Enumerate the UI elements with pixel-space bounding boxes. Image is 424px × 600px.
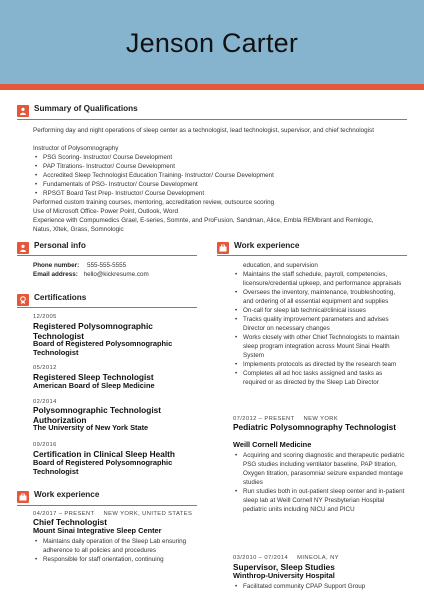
job-location: NEW YORK (303, 416, 339, 422)
section-title: Certifications (34, 293, 87, 302)
summary-line: Experience with Compumedics Grael, E-series, Somnte, and ProFusion, Sandman, Alice, Embla REMbrant and Remlogic, (33, 217, 374, 224)
job-employer: Weill Cornell Medicine (233, 440, 312, 449)
award-icon (17, 294, 29, 306)
job-employer: Winthrop-University Hospital (233, 571, 335, 580)
cert-org: Board of Registered Polysomnographic Technologist (33, 339, 173, 357)
summary-list (33, 153, 393, 198)
list-item: • Responsible for staff orientation, continuing (33, 555, 203, 564)
list-item: • Accredited Sleep Technologist Education Training- Instructor/ Course Development (33, 171, 393, 180)
phone-value: 555-555-5555 (86, 262, 127, 269)
job-bullets (233, 582, 403, 591)
job-location: MINEOLA, NY (297, 555, 339, 561)
work-section-header-right (217, 242, 407, 256)
personal-section-header (17, 242, 197, 256)
cert-name: Polysomnographic Technologist Authorization (33, 405, 161, 425)
email-row (33, 270, 203, 279)
list-item: • Completes all ad hoc tasks assigned and tasks as required or as directed by the Sleep Lab Director (233, 369, 403, 387)
cert-name: Registered Sleep Technologist (33, 372, 154, 382)
summary-section-header (17, 105, 407, 119)
job-role: Supervisor, Sleep Studies (233, 562, 335, 572)
job-employer: Mount Sinai Integrative Sleep Center (33, 526, 162, 535)
cert-name: Registered Polysomnographic Technologist (33, 321, 153, 341)
cert-org: American Board of Sleep Medicine (33, 381, 155, 390)
list-item: • Works closely with other Chief Technologists to maintain sleep program integration across Mount Sinai Health System (233, 333, 403, 360)
list-item: • RPSGT Board Test Prep- Instructor/ Course Development (33, 189, 393, 198)
briefcase-icon (217, 242, 229, 254)
job-location: NEW YORK, UNITED STATES (103, 511, 193, 517)
list-item: • Acquiring and scoring diagnostic and therapeutic pediatric PSG studies including ventilator baseline, PAP titration, Oxygen titration, parasomnia/ seizure expanded montage studies (233, 451, 405, 487)
person-icon (17, 105, 29, 117)
phone-row (33, 261, 203, 270)
email-value[interactable]: hello@kickresume.com (83, 271, 149, 278)
job-date-location (233, 555, 339, 561)
section-title: Work experience (34, 490, 100, 499)
cert-org: The University of New York State (33, 423, 149, 432)
divider (17, 119, 407, 120)
cert-date: 02/2014 (33, 399, 57, 405)
summary-line: Use of Microsoft Office- Power Point, Outlook, Word (33, 208, 178, 215)
cert-date: 05/2012 (33, 365, 57, 371)
list-item: • PAP Titrations- Instructor/ Course Development (33, 162, 393, 171)
section-title: Personal info (34, 241, 86, 250)
job-date: 04/2017 – PRESENT (33, 511, 95, 517)
list-item: • Facilitated community CPAP Support Group (233, 582, 403, 591)
cert-name: Certification in Clinical Sleep Health (33, 449, 175, 459)
cert-org: Board of Registered Polysomnographic Technologist (33, 458, 173, 476)
email-label: Email address: (33, 271, 78, 278)
job-bullets (33, 537, 203, 564)
divider (17, 505, 197, 506)
divider (17, 307, 197, 308)
job-role: Chief Technologist (33, 517, 108, 527)
list-item: • PSG Scoring- Instructor/ Course Development (33, 153, 393, 162)
summary-line: Performed custom training courses, mentoring, accreditation review, outsource scoring (33, 199, 275, 206)
person-icon (17, 242, 29, 254)
summary-instructor: Instructor of Polysomnography (33, 145, 119, 152)
list-item: • On-call for sleep lab technical/clinical issues (233, 306, 403, 315)
list-item: • Maintains the staff schedule, payroll, competencies, licensure/credential upkeep, and performance appraisals (233, 270, 403, 288)
job-continued-text: education, and supervision (243, 262, 318, 269)
job-bullets (233, 270, 403, 387)
job-date: 03/2010 – 07/2014 (233, 555, 289, 561)
header-accent-bar (0, 84, 424, 90)
list-item: • Oversees the inventory, maintenance, troubleshooting, and ordering of all essential equipment and supplies (233, 288, 403, 306)
candidate-name: Jenson Carter (125, 28, 299, 58)
job-date: 07/2012 – PRESENT (233, 416, 295, 422)
divider (17, 255, 197, 256)
section-title: Work experience (234, 241, 300, 250)
list-item: • Run studies both in out-patient sleep center and in-patient sleep lab at Weill Cornell NY Presbyterian Hospital pediatric units including NICU and PICU (233, 487, 405, 514)
job-role: Pediatric Polysomnography Technologist (233, 422, 397, 432)
phone-label: Phone number: (33, 262, 80, 269)
list-item: • Fundamentals of PSG- Instructor/ Course Development (33, 180, 393, 189)
certifications-section-header (17, 294, 197, 308)
work-section-header (17, 491, 197, 505)
list-item: • Implements protocols as directed by the research team (233, 360, 403, 369)
job-bullets (233, 451, 405, 514)
cert-date: 09/2016 (33, 442, 57, 448)
briefcase-icon (17, 491, 29, 503)
list-item: • Maintains daily operation of the Sleep Lab ensuring adherence to all policies and procedures (33, 537, 203, 555)
summary-intro: Performing day and night operations of sleep center as a technologist, lead technologist, supervisor, and chief technologist (33, 127, 374, 134)
header (0, 0, 424, 84)
summary-line: Natus, Xltek, Grass, Somnologic (33, 226, 124, 233)
section-title: Summary of Qualifications (34, 104, 138, 113)
divider (217, 255, 407, 256)
cert-date: 12/2005 (33, 314, 57, 320)
list-item: • Tracks quality improvement parameters and advises Director on necessary changes (233, 315, 403, 333)
